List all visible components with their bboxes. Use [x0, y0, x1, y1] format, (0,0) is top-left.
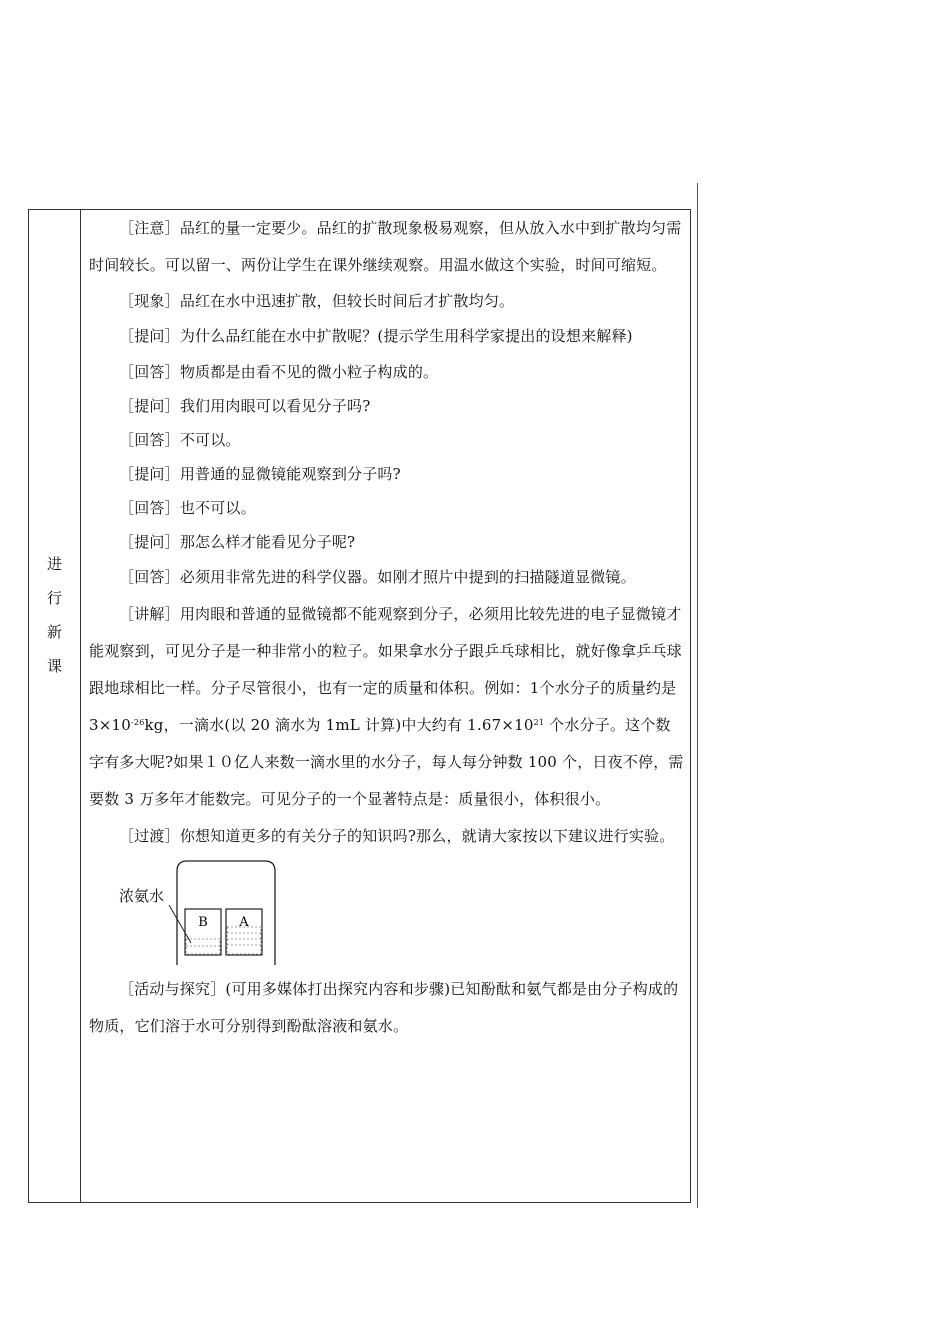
- question-paragraph: ［提问］用普通的显微镜能观察到分子吗?: [119, 465, 401, 483]
- answer-paragraph: ［回答］必须用非常先进的科学仪器。如刚才照片中提到的扫描隧道显微镜。: [119, 568, 636, 586]
- beaker-b-label: B: [198, 915, 208, 930]
- label-char: 进: [46, 555, 62, 573]
- section-label: [29, 547, 80, 683]
- transition-paragraph: ［过渡］你想知道更多的有关分子的知识吗?那么，就请大家按以下建议进行实验。: [119, 827, 675, 845]
- activity-paragraph: ［活动与探究］(可用多媒体打出探究内容和步骤)已知酚酞和氨气都是由分子构成的物质，它们溶于水可分别得到酚酞溶液和氨水。: [89, 980, 679, 1035]
- label-char: 行: [46, 589, 62, 607]
- answer-paragraph: ［回答］不可以。: [119, 431, 241, 449]
- label-char: 新: [46, 623, 62, 641]
- label-char: 课: [46, 657, 62, 675]
- column-divider: [80, 210, 81, 1202]
- diagram-caption: 浓氨水: [119, 887, 165, 905]
- lesson-table: [28, 209, 691, 1203]
- beaker-apparatus-illustration: [119, 855, 319, 971]
- note-paragraph: ［注意］品红的量一定要少。品红的扩散现象极易观察，但从放入水中到扩散均匀需时间较长。可以留一、两份让学生在课外继续观察。用温水做这个实验，时间可缩短。: [89, 219, 682, 274]
- lesson-content: [89, 210, 685, 1045]
- answer-paragraph: ［回答］物质都是由看不见的微小粒子构成的。: [119, 363, 439, 381]
- page-margin-rule: [697, 183, 698, 1208]
- question-paragraph: ［提问］那怎么样才能看见分子呢?: [119, 533, 356, 551]
- phenomenon-paragraph: ［现象］品红在水中迅速扩散，但较长时间后才扩散均匀。: [119, 292, 515, 310]
- question-paragraph: ［提问］为什么品红能在水中扩散呢？(提示学生用科学家提出的设想来解释): [119, 327, 633, 345]
- experiment-diagram: [119, 855, 319, 971]
- question-paragraph: ［提问］我们用肉眼可以看见分子吗?: [119, 397, 371, 415]
- explain-paragraph: ［讲解］用肉眼和普通的显微镜都不能观察到分子，必须用比较先进的电子显微镜才能观察到，可见分子是一种非常小的粒子。如果拿水分子跟乒乓球相比，就好像拿乒乓球跟地球相比一样。分子尽管很小，也有一定的质量和体积。例如：1个水分子的质量约是 $3\times 10^{-26}kg$，一滴水(以 20 滴水为 1mL 计算)中大约有 $1.67\times 10^{21}$ 个水分子。这个数字有多大呢?如果１０亿人来数一滴水里的水分子，每人每分钟数 100 个，日夜不停，需要数 3 万多年才能数完。可见分子的一个显著特点是：质量很小，体积很小。: [89, 605, 684, 808]
- answer-paragraph: ［回答］也不可以。: [119, 499, 256, 517]
- beaker-a-label: A: [239, 915, 249, 930]
